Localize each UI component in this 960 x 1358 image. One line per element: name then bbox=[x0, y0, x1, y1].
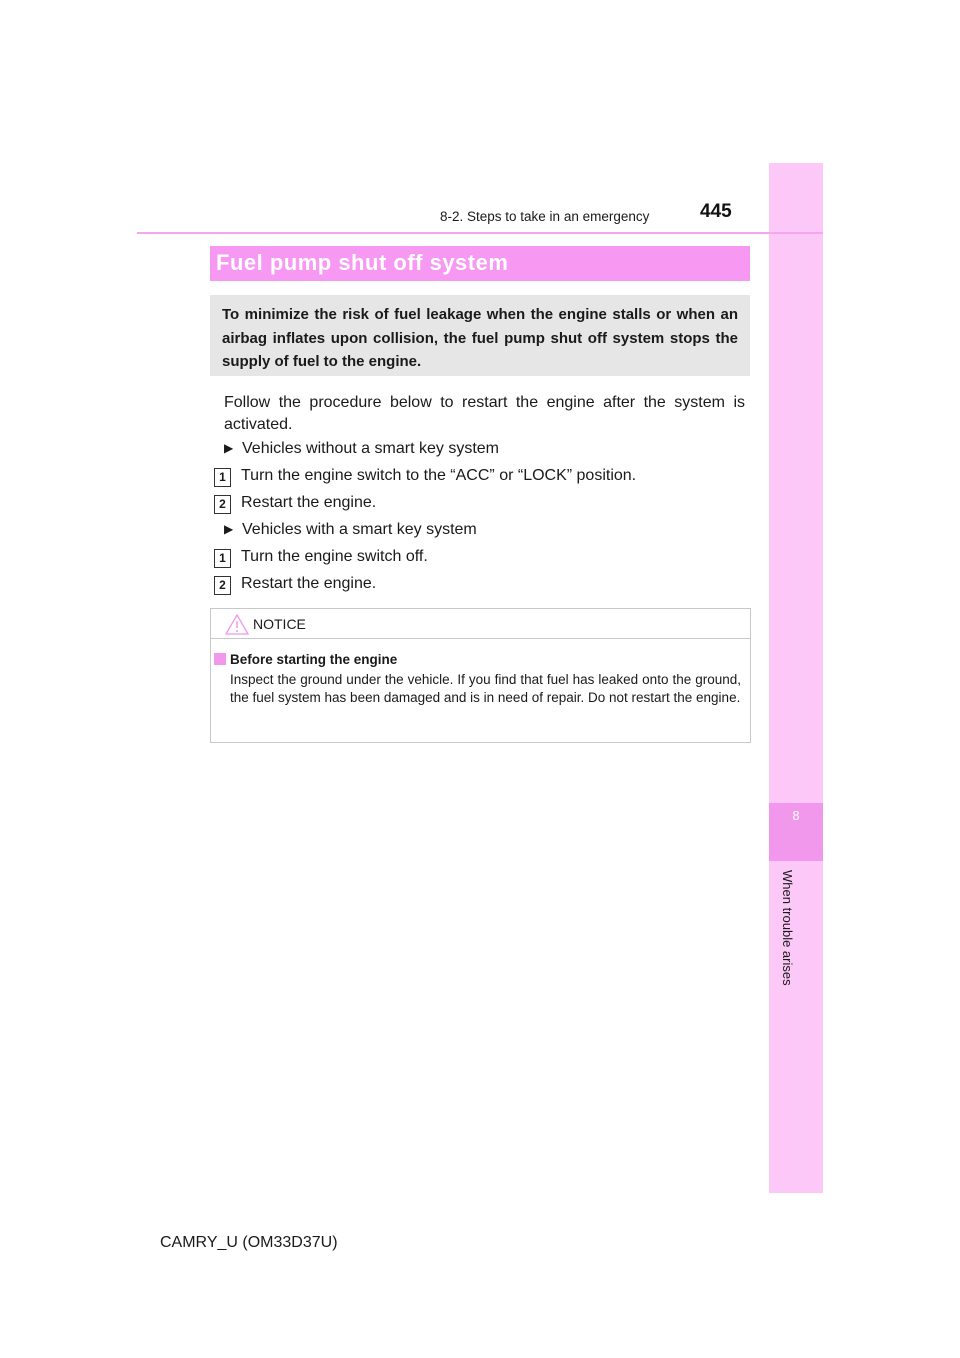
section-path: 8-2. Steps to take in an emergency bbox=[440, 209, 650, 224]
step-item bbox=[214, 548, 428, 568]
square-bullet-icon bbox=[214, 653, 226, 665]
notice-box bbox=[210, 608, 751, 743]
step-number-badge: 1 bbox=[214, 549, 231, 568]
intro-text: To minimize the risk of fuel leakage when the engine stalls or when an airbag inflates upon collision, the fuel pump shut off system stops the supply of fuel to the engine. bbox=[222, 306, 738, 370]
procedure-heading-label: Vehicles with a smart key system bbox=[242, 521, 477, 538]
procedure-heading-label: Vehicles without a smart key system bbox=[242, 440, 499, 457]
procedure-heading-no-smart-key bbox=[224, 440, 499, 458]
notice-header bbox=[211, 609, 750, 639]
model-code-footer: CAMRY_U (OM33D37U) bbox=[160, 1234, 338, 1251]
notice-label: NOTICE bbox=[253, 616, 306, 632]
step-text: Restart the engine. bbox=[241, 575, 377, 592]
chapter-number: 8 bbox=[769, 803, 823, 861]
header-divider bbox=[137, 232, 823, 234]
section-title: Fuel pump shut off system bbox=[216, 250, 509, 275]
intro-box bbox=[210, 295, 750, 376]
chapter-side-tab bbox=[769, 163, 823, 1193]
notice-subheading bbox=[214, 652, 397, 667]
body-paragraph: Follow the procedure below to restart the engine after the system is activated. bbox=[224, 394, 745, 433]
step-number-badge: 2 bbox=[214, 495, 231, 514]
chapter-label: When trouble arises bbox=[780, 870, 795, 986]
step-item bbox=[214, 575, 376, 595]
step-number-badge: 1 bbox=[214, 468, 231, 487]
step-item bbox=[214, 494, 376, 514]
triangle-right-icon: ▶ bbox=[224, 441, 234, 455]
warning-triangle-icon bbox=[225, 614, 249, 635]
notice-text: Inspect the ground under the vehicle. If you find that fuel has leaked onto the ground, the fuel system has been damaged and is in need of repair. Do not restart the engine. bbox=[230, 672, 741, 705]
section-title-bar bbox=[210, 246, 750, 281]
triangle-right-icon: ▶ bbox=[224, 522, 234, 536]
step-number-badge: 2 bbox=[214, 576, 231, 595]
step-item bbox=[214, 467, 636, 487]
notice-subheading-text: Before starting the engine bbox=[230, 652, 398, 667]
page-number: 445 bbox=[700, 201, 732, 222]
step-text: Restart the engine. bbox=[241, 494, 377, 511]
step-text: Turn the engine switch off. bbox=[241, 548, 428, 565]
procedure-heading-smart-key bbox=[224, 521, 477, 539]
step-text: Turn the engine switch to the “ACC” or “LOCK” position. bbox=[241, 467, 637, 484]
